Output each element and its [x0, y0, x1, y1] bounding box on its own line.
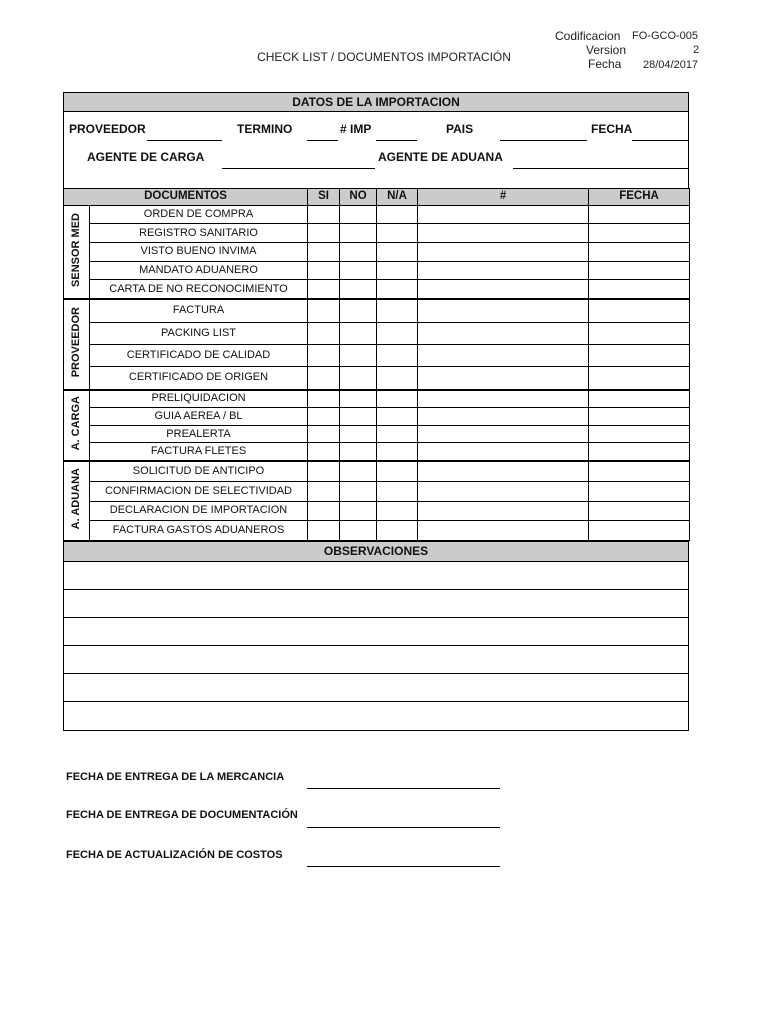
observaciones-line[interactable]	[64, 618, 688, 646]
no-cell[interactable]	[340, 261, 377, 280]
group-label: A. CARGA	[70, 396, 82, 451]
fecha-value: 28/04/2017	[643, 59, 699, 71]
si-cell[interactable]	[308, 408, 340, 426]
no-cell[interactable]	[340, 205, 377, 224]
na-cell[interactable]	[377, 299, 418, 322]
number-cell[interactable]	[418, 501, 589, 521]
na-cell[interactable]	[377, 461, 418, 481]
page-title: CHECK LIST / DOCUMENTOS IMPORTACIÓN	[257, 50, 511, 64]
date-cell[interactable]	[589, 299, 690, 322]
si-cell[interactable]	[308, 501, 340, 521]
na-cell[interactable]	[377, 322, 418, 344]
na-cell[interactable]	[377, 501, 418, 521]
number-cell[interactable]	[418, 242, 589, 261]
number-cell[interactable]	[418, 408, 589, 426]
imp-label: # IMP	[340, 122, 372, 136]
checklist-row	[64, 461, 690, 481]
document-label: GUIA AEREA / BL	[90, 408, 308, 426]
date-cell[interactable]	[589, 390, 690, 408]
document-label: REGISTRO SANITARIO	[90, 224, 308, 243]
date-cell[interactable]	[589, 242, 690, 261]
group-agente-carga	[64, 390, 90, 462]
no-cell[interactable]	[340, 280, 377, 299]
pais-input[interactable]	[500, 124, 587, 141]
entrega-documentacion-input[interactable]	[307, 810, 500, 828]
checklist-row	[64, 205, 690, 224]
checklist-row	[64, 390, 690, 408]
na-cell[interactable]	[377, 261, 418, 280]
no-cell[interactable]	[340, 390, 377, 408]
date-cell[interactable]	[589, 443, 690, 461]
date-cell[interactable]	[589, 205, 690, 224]
no-cell[interactable]	[340, 322, 377, 344]
si-cell[interactable]	[308, 390, 340, 408]
entrega-mercancia-input[interactable]	[307, 771, 500, 789]
checklist-row	[64, 408, 690, 426]
no-cell[interactable]	[340, 482, 377, 502]
number-cell[interactable]	[418, 299, 589, 322]
date-cell[interactable]	[589, 261, 690, 280]
number-cell[interactable]	[418, 205, 589, 224]
checklist-row	[64, 224, 690, 243]
date-cell[interactable]	[589, 322, 690, 344]
si-cell[interactable]	[308, 461, 340, 481]
fecha-input[interactable]	[632, 124, 688, 141]
na-cell[interactable]	[377, 367, 418, 390]
document-label: FACTURA	[90, 299, 308, 322]
observaciones-line[interactable]	[64, 562, 688, 590]
date-cell[interactable]	[589, 408, 690, 426]
actualizacion-costos-label: FECHA DE ACTUALIZACIÓN DE COSTOS	[66, 849, 283, 861]
entrega-mercancia-label: FECHA DE ENTREGA DE LA MERCANCIA	[66, 771, 285, 783]
observaciones-line[interactable]	[64, 674, 688, 702]
date-cell[interactable]	[589, 367, 690, 390]
date-cell[interactable]	[589, 280, 690, 299]
entrega-documentacion-label: FECHA DE ENTREGA DE DOCUMENTACIÓN	[66, 809, 298, 821]
si-column-header: SI	[308, 189, 340, 206]
document-label: FACTURA FLETES	[90, 443, 308, 461]
date-cell[interactable]	[589, 344, 690, 366]
na-cell[interactable]	[377, 242, 418, 261]
agente-carga-input[interactable]	[222, 152, 375, 169]
checklist-row	[64, 501, 690, 521]
date-cell[interactable]	[589, 461, 690, 481]
checklist-row	[64, 482, 690, 502]
document-label: PREALERTA	[90, 425, 308, 443]
group-proveedor	[64, 299, 90, 389]
number-cell[interactable]	[418, 367, 589, 390]
pais-label: PAIS	[446, 122, 474, 136]
observaciones-title: OBSERVACIONES	[64, 542, 688, 562]
number-cell[interactable]	[418, 344, 589, 366]
checklist-row	[64, 443, 690, 461]
group-label: A. ADUANA	[70, 468, 82, 530]
number-cell[interactable]	[418, 482, 589, 502]
codificacion-value: FO-GCO-005	[632, 30, 699, 42]
observaciones-section	[63, 541, 689, 731]
datos-importacion-section	[63, 92, 689, 189]
agente-carga-label: AGENTE DE CARGA	[87, 150, 205, 164]
number-cell[interactable]	[418, 280, 589, 299]
checklist-row	[64, 322, 690, 344]
si-cell[interactable]	[308, 205, 340, 224]
si-cell[interactable]	[308, 367, 340, 390]
number-cell[interactable]	[418, 521, 589, 541]
group-label: SENSOR MED	[70, 212, 82, 287]
checklist-row	[64, 299, 690, 322]
datos-importacion-title: DATOS DE LA IMPORTACION	[64, 93, 688, 112]
no-cell[interactable]	[340, 521, 377, 541]
version-label: Version	[586, 43, 627, 57]
si-cell[interactable]	[308, 322, 340, 344]
checklist-row	[64, 344, 690, 366]
na-cell[interactable]	[377, 408, 418, 426]
date-cell[interactable]	[589, 482, 690, 502]
na-cell[interactable]	[377, 425, 418, 443]
na-cell[interactable]	[377, 205, 418, 224]
no-cell[interactable]	[340, 224, 377, 243]
no-cell[interactable]	[340, 344, 377, 366]
date-cell[interactable]	[589, 501, 690, 521]
document-label: PACKING LIST	[90, 322, 308, 344]
checklist-header-row	[64, 189, 690, 206]
agente-aduana-input[interactable]	[513, 152, 688, 169]
termino-input[interactable]	[307, 124, 338, 141]
no-cell[interactable]	[340, 461, 377, 481]
fecha-field-label: FECHA	[591, 122, 633, 136]
checklist-row	[64, 521, 690, 541]
document-label: ORDEN DE COMPRA	[90, 205, 308, 224]
document-label: CERTIFICADO DE CALIDAD	[90, 344, 308, 366]
document-label: SOLICITUD DE ANTICIPO	[90, 461, 308, 481]
date-cell[interactable]	[589, 521, 690, 541]
document-label: CERTIFICADO DE ORIGEN	[90, 367, 308, 390]
si-cell[interactable]	[308, 280, 340, 299]
number-cell[interactable]	[418, 390, 589, 408]
version-value: 2	[693, 44, 700, 56]
group-sensor-med	[64, 205, 90, 299]
numero-column-header: #	[418, 189, 589, 206]
si-cell[interactable]	[308, 521, 340, 541]
number-cell[interactable]	[418, 461, 589, 481]
si-cell[interactable]	[308, 299, 340, 322]
document-label: PRELIQUIDACION	[90, 390, 308, 408]
na-column-header: N/A	[377, 189, 418, 206]
agente-aduana-label: AGENTE DE ADUANA	[378, 150, 503, 164]
observaciones-line[interactable]	[64, 590, 688, 618]
number-cell[interactable]	[418, 443, 589, 461]
actualizacion-costos-input[interactable]	[307, 849, 500, 867]
imp-input[interactable]	[376, 124, 417, 141]
si-cell[interactable]	[308, 242, 340, 261]
fecha-label: Fecha	[588, 57, 622, 71]
document-label: DECLARACION DE IMPORTACION	[90, 501, 308, 521]
no-cell[interactable]	[340, 443, 377, 461]
observaciones-line[interactable]	[64, 702, 688, 730]
no-cell[interactable]	[340, 408, 377, 426]
si-cell[interactable]	[308, 482, 340, 502]
termino-label: TERMINO	[237, 122, 293, 136]
no-cell[interactable]	[340, 501, 377, 521]
checklist-row	[64, 280, 690, 299]
documents-checklist-table	[63, 188, 690, 541]
no-cell[interactable]	[340, 242, 377, 261]
group-agente-aduana	[64, 461, 90, 540]
number-cell[interactable]	[418, 224, 589, 243]
checklist-row	[64, 367, 690, 390]
no-cell[interactable]	[340, 299, 377, 322]
fecha-column-header: FECHA	[589, 189, 690, 206]
na-cell[interactable]	[377, 280, 418, 299]
no-cell[interactable]	[340, 425, 377, 443]
si-cell[interactable]	[308, 344, 340, 366]
document-label: VISTO BUENO INVIMA	[90, 242, 308, 261]
document-label: CARTA DE NO RECONOCIMIENTO	[90, 280, 308, 299]
document-label: CONFIRMACION DE SELECTIVIDAD	[90, 482, 308, 502]
na-cell[interactable]	[377, 443, 418, 461]
number-cell[interactable]	[418, 322, 589, 344]
document-label: FACTURA GASTOS ADUANEROS	[90, 521, 308, 541]
na-cell[interactable]	[377, 390, 418, 408]
date-cell[interactable]	[589, 425, 690, 443]
codificacion-label: Codificacion	[555, 29, 621, 43]
no-column-header: NO	[340, 189, 377, 206]
documentos-column-header: DOCUMENTOS	[64, 189, 308, 206]
checklist-row	[64, 261, 690, 280]
date-cell[interactable]	[589, 224, 690, 243]
no-cell[interactable]	[340, 367, 377, 390]
observaciones-line[interactable]	[64, 646, 688, 674]
na-cell[interactable]	[377, 344, 418, 366]
number-cell[interactable]	[418, 425, 589, 443]
document-label: MANDATO ADUANERO	[90, 261, 308, 280]
group-label: PROVEEDOR	[70, 307, 82, 378]
proveedor-input[interactable]	[147, 124, 222, 141]
si-cell[interactable]	[308, 425, 340, 443]
proveedor-label: PROVEEDOR	[69, 122, 146, 136]
na-cell[interactable]	[377, 521, 418, 541]
si-cell[interactable]	[308, 261, 340, 280]
checklist-row	[64, 242, 690, 261]
na-cell[interactable]	[377, 224, 418, 243]
number-cell[interactable]	[418, 261, 589, 280]
na-cell[interactable]	[377, 482, 418, 502]
si-cell[interactable]	[308, 224, 340, 243]
checklist-row	[64, 425, 690, 443]
si-cell[interactable]	[308, 443, 340, 461]
